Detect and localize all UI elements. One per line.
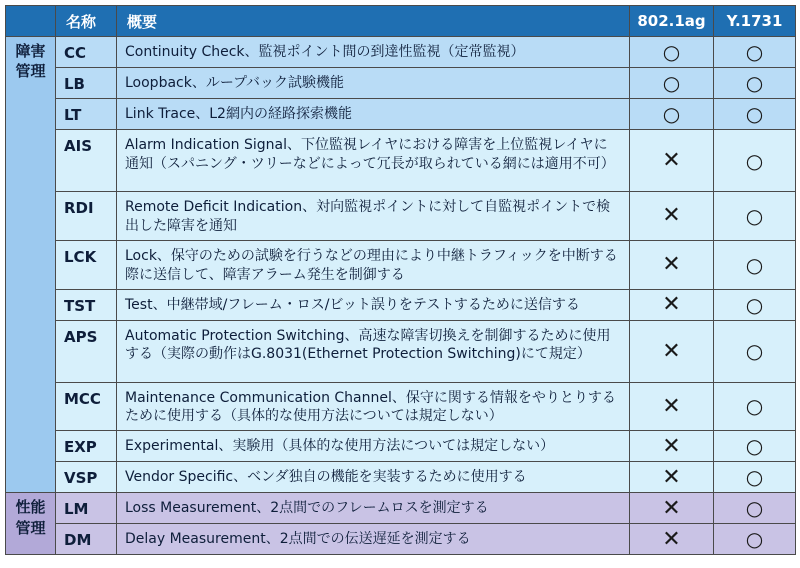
support-8021ag: ✕ [630,130,714,192]
support-8021ag: ○ [630,37,714,68]
row-description: Loss Measurement、2点間でのフレームロスを測定する [117,493,630,524]
header-overview: 概要 [117,6,630,37]
header-blank-cell [6,6,56,37]
row-abbr: LT [56,99,117,130]
support-y1731: ○ [714,320,796,382]
row-description: Test、中継帯域/フレーム・ロス/ビット誤りをテストするために送信する [117,289,630,320]
row-abbr: APS [56,320,117,382]
header-name: 名称 [56,6,117,37]
header-row [6,6,796,37]
support-y1731: ○ [714,431,796,462]
row-abbr: RDI [56,192,117,241]
header-8021ag: 802.1ag [630,6,714,37]
support-8021ag: ✕ [630,382,714,431]
support-8021ag: ✕ [630,524,714,555]
row-description: Maintenance Communication Channel、保守に関する情報をやりとりするために使用する（具体的な使用方法については規定しない） [117,382,630,431]
row-abbr: AIS [56,130,117,192]
table-row [6,289,796,320]
table-row [6,431,796,462]
row-abbr: DM [56,524,117,555]
support-8021ag: ✕ [630,240,714,289]
support-y1731: ○ [714,99,796,130]
support-y1731: ○ [714,289,796,320]
table-row [6,320,796,382]
support-y1731: ○ [714,37,796,68]
support-8021ag: ✕ [630,289,714,320]
table-row [6,462,796,493]
category-label: 障害 管理 [15,42,46,81]
row-abbr: LM [56,493,117,524]
support-y1731: ○ [714,493,796,524]
row-abbr: EXP [56,431,117,462]
row-description: Lock、保守のための試験を行うなどの理由により中継トラフィックを中断する際に送信して、障害アラーム発生を制御する [117,240,630,289]
support-y1731: ○ [714,462,796,493]
category-performance-management [6,493,56,555]
row-abbr: CC [56,37,117,68]
table-row [6,99,796,130]
support-y1731: ○ [714,524,796,555]
table-row [6,240,796,289]
header-y1731: Y.1731 [714,6,796,37]
support-8021ag: ✕ [630,462,714,493]
support-8021ag: ○ [630,99,714,130]
support-y1731: ○ [714,240,796,289]
row-description: Loopback、ループバック試験機能 [117,68,630,99]
row-description: Link Trace、L2網内の経路探索機能 [117,99,630,130]
category-label: 性能 管理 [15,498,46,537]
row-abbr: MCC [56,382,117,431]
row-abbr: VSP [56,462,117,493]
row-description: Experimental、実験用（具体的な使用方法については規定しない） [117,431,630,462]
support-8021ag: ○ [630,68,714,99]
row-abbr: TST [56,289,117,320]
row-abbr: LB [56,68,117,99]
support-8021ag: ✕ [630,192,714,241]
row-description: Alarm Indication Signal、下位監視レイヤにおける障害を上位監視レイヤに通知（スパニング・ツリーなどによって冗長が取られている網には適用不可） [117,130,630,192]
support-8021ag: ✕ [630,493,714,524]
table-row [6,130,796,192]
oam-function-table [5,5,796,555]
row-description: Continuity Check、監視ポイント間の到達性監視（定常監視） [117,37,630,68]
table-row [6,493,796,524]
support-y1731: ○ [714,68,796,99]
row-abbr: LCK [56,240,117,289]
table-row [6,68,796,99]
table-row [6,382,796,431]
row-description: Delay Measurement、2点間での伝送遅延を測定する [117,524,630,555]
support-8021ag: ✕ [630,431,714,462]
row-description: Automatic Protection Switching、高速な障害切換えを制御するために使用する（実際の動作はG.8031(Ethernet Protection Switching)にて規定） [117,320,630,382]
row-description: Vendor Specific、ベンダ独自の機能を実装するために使用する [117,462,630,493]
support-y1731: ○ [714,382,796,431]
support-y1731: ○ [714,130,796,192]
support-y1731: ○ [714,192,796,241]
support-8021ag: ✕ [630,320,714,382]
row-description: Remote Deficit Indication、対向監視ポイントに対して自監視ポイントで検出した障害を通知 [117,192,630,241]
table-row [6,524,796,555]
table-row [6,37,796,68]
category-fault-management [6,37,56,493]
table-row [6,192,796,241]
